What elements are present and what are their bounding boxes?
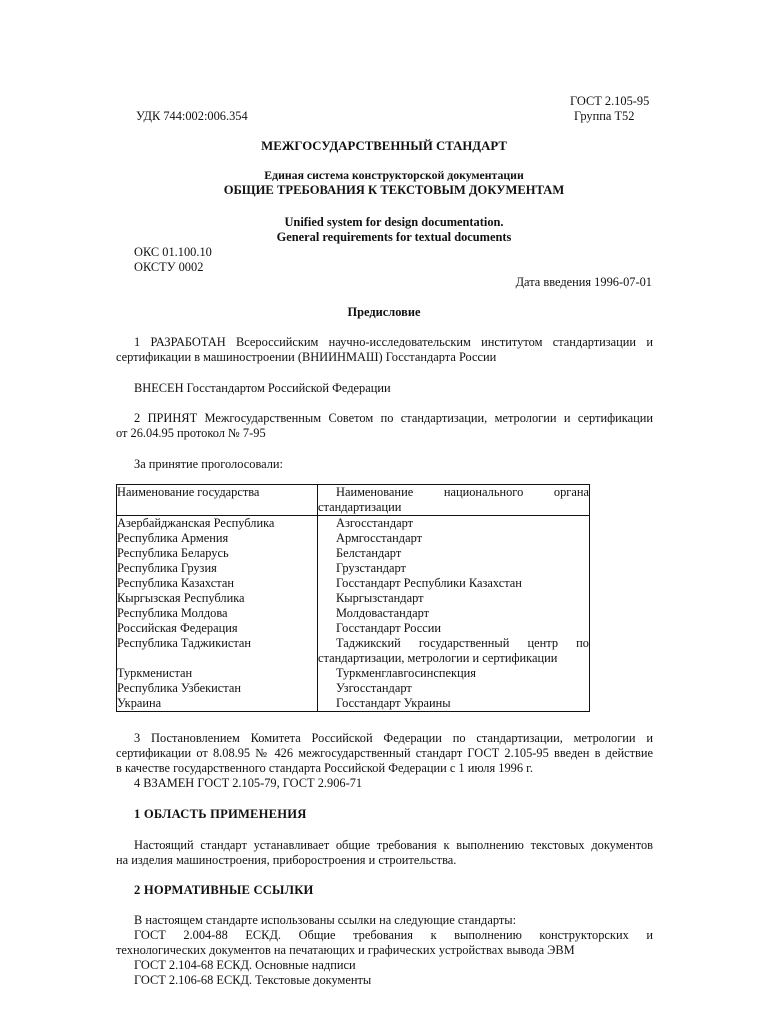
section1-line2: на изделия машиностроения, приборостроения и строительства. xyxy=(116,853,457,867)
state-item: Республика Таджикистан xyxy=(117,636,252,650)
section1-text xyxy=(116,838,653,868)
state-item: Туркменистан xyxy=(117,666,193,680)
section2-intro: В настоящем стандарте использованы ссылки на следующие стандарты: xyxy=(134,913,517,927)
body-item: Кыргызстандарт xyxy=(336,591,424,605)
states-list xyxy=(117,516,318,712)
state-item: Украина xyxy=(117,696,162,710)
state-item: Азербайджанская Республика xyxy=(117,516,275,530)
body-item: Молдовастандарт xyxy=(336,606,430,620)
voted-label: За принятие проголосовали: xyxy=(134,457,283,471)
paragraph-3 xyxy=(116,731,653,791)
oks-code: ОКС 01.100.10 xyxy=(134,245,212,259)
body-item: Азгосстандарт xyxy=(336,516,414,530)
udc-code: УДК 744:002:006.354 xyxy=(136,109,248,123)
state-item: Российская Федерация xyxy=(117,621,238,635)
doc-system-ru: Единая система конструкторской документации xyxy=(264,168,524,182)
body-item: Узгосстандарт xyxy=(336,681,412,695)
col-header-state xyxy=(117,485,318,516)
p3-line2: сертификации от 8.08.95 № 426 межгосударственный стандарт ГОСТ 2.105-95 введен в действие xyxy=(116,746,653,760)
body-item: Грузстандарт xyxy=(336,561,406,575)
intro-date: Дата введения 1996-07-01 xyxy=(515,275,652,289)
section2-ref3: ГОСТ 2.106-68 ЕСКД. Текстовые документы xyxy=(134,973,372,987)
p3-line1: 3 Постановлением Комитета Российской Федерации по стандартизации, метрологии и xyxy=(134,731,653,745)
table-header-row xyxy=(117,485,590,516)
col-header-body-line2: стандартизации xyxy=(318,500,402,514)
col-header-body-line1: Наименование национального органа xyxy=(336,485,589,499)
section2-ref1-line1: ГОСТ 2.004-88 ЕСКД. Общие требования к выполнению конструкторских и xyxy=(134,928,653,942)
col-header-body xyxy=(318,485,590,516)
doc-title-main: МЕЖГОСУДАРСТВЕННЫЙ СТАНДАРТ xyxy=(261,139,507,153)
body-item: Таджикский государственный центр по xyxy=(336,636,589,650)
okstu-code: ОКСТУ 0002 xyxy=(134,260,204,274)
p3-line3: в качестве государственного стандарта Российской Федерации с 1 июля 1996 г. xyxy=(116,761,533,775)
col-header-state-label: Наименование государства xyxy=(117,485,260,499)
body-item: Госстандарт Республики Казахстан xyxy=(336,576,522,590)
section1-line1: Настоящий стандарт устанавливает общие требования к выполнению текстовых документов xyxy=(134,838,653,852)
foreword-p1 xyxy=(116,335,653,365)
p4-line: 4 ВЗАМЕН ГОСТ 2.105-79, ГОСТ 2.906-71 xyxy=(134,776,363,790)
section2-ref2: ГОСТ 2.104-68 ЕСКД. Основные надписи xyxy=(134,958,356,972)
foreword-p1-line2: сертификации в машиностроении (ВНИИНМАШ) Госстандарта России xyxy=(116,350,497,364)
body-item: Армгосстандарт xyxy=(336,531,423,545)
body-item: Госстандарт России xyxy=(336,621,441,635)
standard-code: ГОСТ 2.105-95 xyxy=(570,94,650,108)
states-table xyxy=(116,484,590,712)
section2-heading: 2 НОРМАТИВНЫЕ ССЫЛКИ xyxy=(134,883,314,897)
state-item: Республика Беларусь xyxy=(117,546,229,560)
state-item: Республика Армения xyxy=(117,531,229,545)
state-item-blank xyxy=(117,651,317,666)
foreword-p2 xyxy=(116,411,653,441)
bodies-list xyxy=(318,516,590,712)
standard-group: Группа Т52 xyxy=(574,109,635,123)
state-item: Кыргызская Республика xyxy=(117,591,245,605)
body-item: Туркменглавгосинспекция xyxy=(336,666,476,680)
foreword-heading: Предисловие xyxy=(347,305,421,319)
section2-text xyxy=(116,913,653,988)
state-item: Республика Молдова xyxy=(117,606,228,620)
state-item: Республика Узбекистан xyxy=(117,681,242,695)
doc-subject-en: General requirements for textual documents xyxy=(276,230,512,244)
section1-heading: 1 ОБЛАСТЬ ПРИМЕНЕНИЯ xyxy=(134,807,307,821)
state-item: Республика Казахстан xyxy=(117,576,234,590)
body-item: Госстандарт Украины xyxy=(336,696,451,710)
section2-ref1-line2: технологических документов на печатающих и графических устройствах вывода ЭВМ xyxy=(116,943,575,957)
foreword-p2-line2: от 26.04.95 протокол № 7-95 xyxy=(116,426,266,440)
foreword-p2-line1: 2 ПРИНЯТ Межгосударственным Советом по стандартизации, метрологии и сертификации xyxy=(134,411,653,425)
body-item: Белстандарт xyxy=(336,546,402,560)
foreword-p1-line1: 1 РАЗРАБОТАН Всероссийским научно-исследовательским институтом стандартизации и xyxy=(134,335,653,349)
body-item-continued: стандартизации, метрологии и сертификации xyxy=(318,651,558,665)
doc-system-en: Unified system for design documentation. xyxy=(284,215,504,229)
state-item: Республика Грузия xyxy=(117,561,217,575)
doc-subject-ru: ОБЩИЕ ТРЕБОВАНИЯ К ТЕКСТОВЫМ ДОКУМЕНТАМ xyxy=(223,183,565,197)
table-body-row xyxy=(117,516,590,712)
foreword-submitted: ВНЕСЕН Госстандартом Российской Федерации xyxy=(134,381,391,395)
